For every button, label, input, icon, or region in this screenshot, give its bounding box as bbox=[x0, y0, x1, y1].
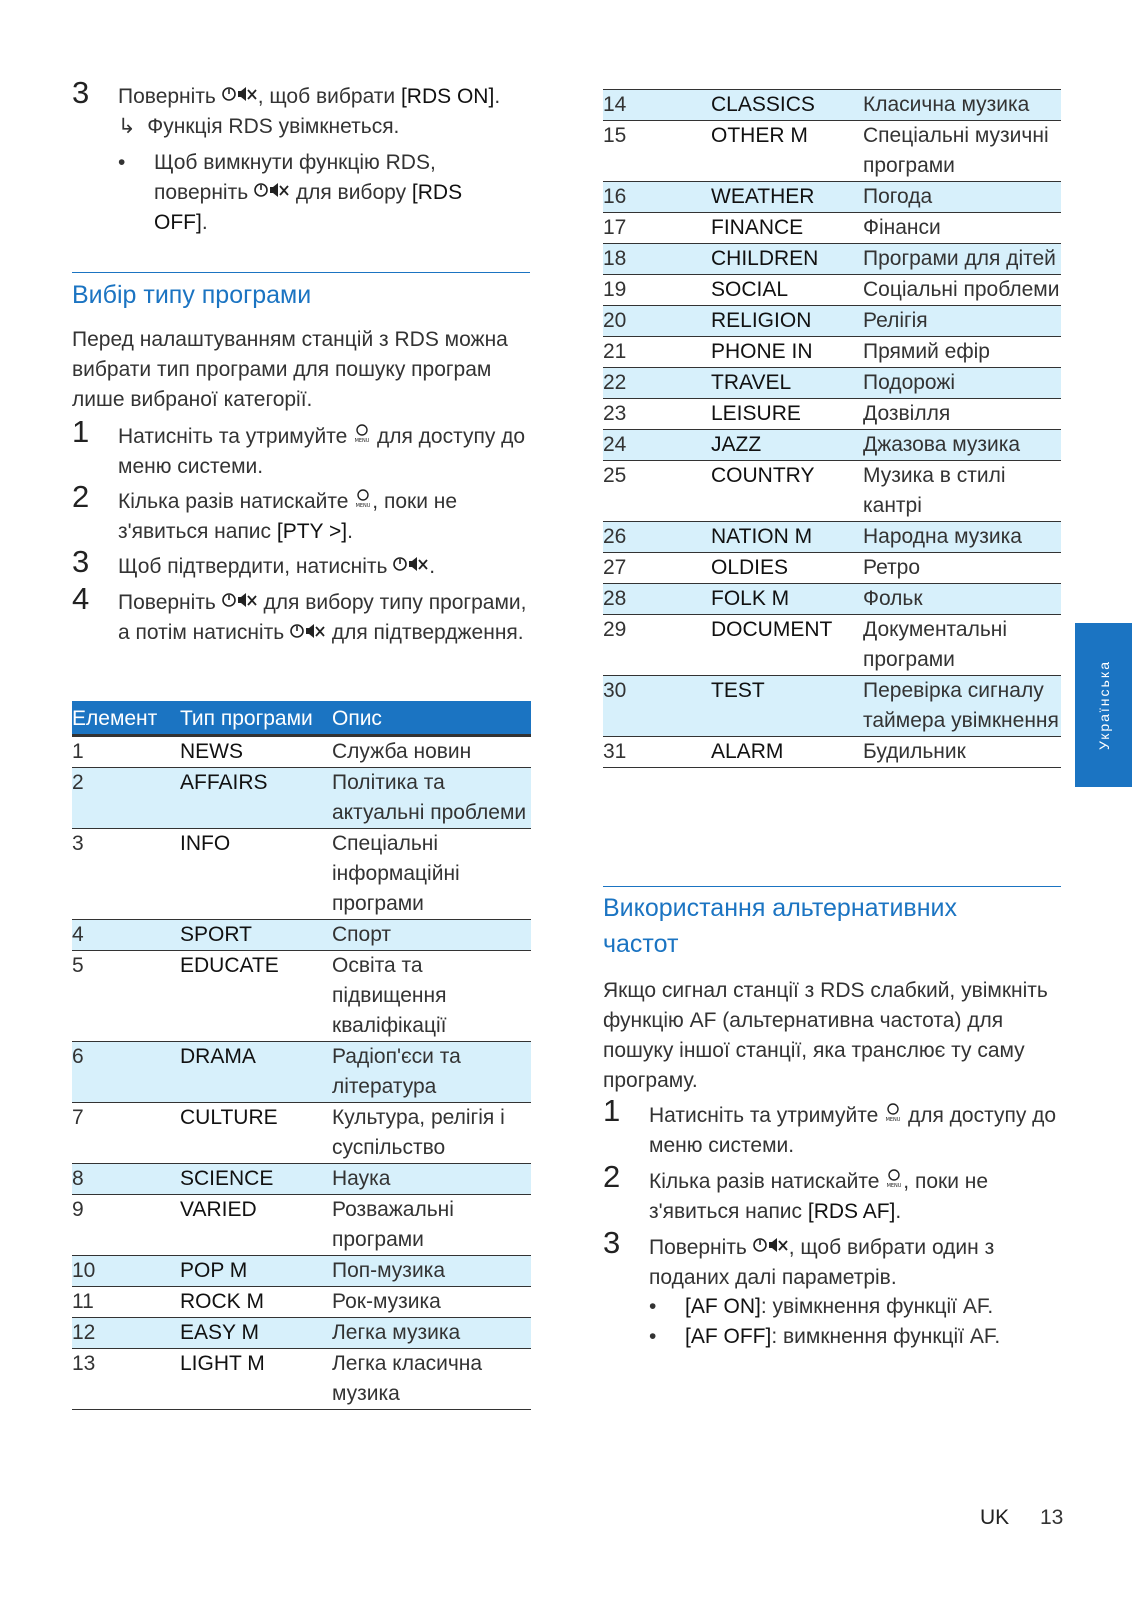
step-text: Натисніть та утримуйте MENU для доступу до меню системи. bbox=[118, 422, 528, 482]
row-description: Освіта та підвищення кваліфікації bbox=[332, 951, 531, 1042]
table-row bbox=[72, 1103, 531, 1164]
row-description: Музика в стилі кантрі bbox=[863, 461, 1061, 522]
row-code: SCIENCE bbox=[180, 1164, 332, 1195]
row-number: 3 bbox=[72, 829, 180, 920]
row-code: DOCUMENT bbox=[711, 615, 863, 676]
row-description: Спеціальні інформаційні програми bbox=[332, 829, 531, 920]
row-number: 28 bbox=[603, 584, 711, 615]
menu-button-icon bbox=[885, 1167, 903, 1197]
table-row bbox=[72, 829, 531, 920]
dial-mute-icon bbox=[254, 178, 290, 208]
table-row bbox=[603, 368, 1061, 399]
row-code: INFO bbox=[180, 829, 332, 920]
table-row bbox=[72, 1164, 531, 1195]
dial-mute-icon bbox=[393, 552, 429, 582]
row-number: 4 bbox=[72, 920, 180, 951]
step-text: Кілька разів натискайте MENU , поки не з'явиться напис [PTY >]. bbox=[118, 487, 528, 547]
row-code: EASY M bbox=[180, 1318, 332, 1349]
table-row bbox=[72, 951, 531, 1042]
row-number: 6 bbox=[72, 1042, 180, 1103]
step-number: 3 bbox=[72, 544, 90, 579]
row-code: CLASSICS bbox=[711, 90, 863, 121]
row-number: 18 bbox=[603, 244, 711, 275]
table-row bbox=[603, 182, 1061, 213]
table-row bbox=[603, 461, 1061, 522]
table-row bbox=[603, 121, 1061, 182]
row-code: ROCK M bbox=[180, 1287, 332, 1318]
row-description: Дозвілля bbox=[863, 399, 1061, 430]
row-code: RELIGION bbox=[711, 306, 863, 337]
row-description: Наука bbox=[332, 1164, 531, 1195]
row-number: 9 bbox=[72, 1195, 180, 1256]
table-row bbox=[603, 737, 1061, 768]
row-number: 5 bbox=[72, 951, 180, 1042]
option-item: • [AF ON]: увімкнення функції AF. bbox=[649, 1295, 994, 1318]
row-number: 15 bbox=[603, 121, 711, 182]
header-type: Тип програми bbox=[180, 703, 332, 736]
row-number: 11 bbox=[72, 1287, 180, 1318]
table-row bbox=[603, 275, 1061, 306]
row-number: 26 bbox=[603, 522, 711, 553]
row-description: Прямий ефір bbox=[863, 337, 1061, 368]
row-number: 2 bbox=[72, 768, 180, 829]
row-number: 25 bbox=[603, 461, 711, 522]
step-number: 3 bbox=[72, 75, 90, 110]
row-number: 13 bbox=[72, 1349, 180, 1410]
intro-text: Якщо сигнал станції з RDS слабкий, увімкніть функцію AF (альтернативна частота) для пошуку іншої станції, яка транслює ту саму програму. bbox=[603, 979, 1048, 1092]
table-row bbox=[72, 1318, 531, 1349]
row-description: Джазова музика bbox=[863, 430, 1061, 461]
row-description: Спеціальні музичні програми bbox=[863, 121, 1061, 182]
row-description: Народна музика bbox=[863, 522, 1061, 553]
row-code: JAZZ bbox=[711, 430, 863, 461]
row-number: 19 bbox=[603, 275, 711, 306]
row-number: 17 bbox=[603, 213, 711, 244]
row-code: WEATHER bbox=[711, 182, 863, 213]
row-description: Соціальні проблеми bbox=[863, 275, 1061, 306]
row-code: TEST bbox=[711, 676, 863, 737]
table-row bbox=[72, 1195, 531, 1256]
row-code: CHILDREN bbox=[711, 244, 863, 275]
row-description: Погода bbox=[863, 182, 1061, 213]
dial-mute-icon bbox=[222, 82, 258, 112]
row-description: Культура, релігія і суспільство bbox=[332, 1103, 531, 1164]
svg-text:MENU: MENU bbox=[885, 1117, 901, 1123]
table-row bbox=[72, 1287, 531, 1318]
table-row bbox=[603, 244, 1061, 275]
menu-button-icon bbox=[353, 422, 371, 452]
step-text: Поверніть для вибору типу програми, а потім натисніть для підтвердження. bbox=[118, 588, 528, 649]
row-code: PHONE IN bbox=[711, 337, 863, 368]
table-row bbox=[72, 768, 531, 829]
row-code: AFFAIRS bbox=[180, 768, 332, 829]
step-text: Поверніть , щоб вибрати один з поданих далі параметрів. bbox=[649, 1233, 1059, 1293]
table-row bbox=[72, 920, 531, 951]
row-code: SOCIAL bbox=[711, 275, 863, 306]
section-rule bbox=[603, 886, 1061, 887]
svg-text:MENU: MENU bbox=[355, 503, 371, 509]
table-row bbox=[603, 676, 1061, 737]
svg-text:MENU: MENU bbox=[886, 1183, 902, 1189]
row-code: LEISURE bbox=[711, 399, 863, 430]
row-number: 21 bbox=[603, 337, 711, 368]
row-number: 16 bbox=[603, 182, 711, 213]
table-row bbox=[72, 1349, 531, 1410]
row-description: Фольк bbox=[863, 584, 1061, 615]
row-number: 20 bbox=[603, 306, 711, 337]
row-description: Поп-музика bbox=[332, 1256, 531, 1287]
row-number: 12 bbox=[72, 1318, 180, 1349]
pty-table-right bbox=[603, 89, 1061, 768]
section-title: Використання альтернативних частот bbox=[603, 894, 957, 958]
row-code: VARIED bbox=[180, 1195, 332, 1256]
svg-text:MENU: MENU bbox=[354, 438, 370, 444]
row-code: DRAMA bbox=[180, 1042, 332, 1103]
row-code: OLDIES bbox=[711, 553, 863, 584]
row-number: 23 bbox=[603, 399, 711, 430]
row-description: Ретро bbox=[863, 553, 1061, 584]
intro-text: Перед налаштуванням станцій з RDS можна вибрати тип програми для пошуку програм лише вибраної категорії. bbox=[72, 328, 508, 411]
row-code: NATION M bbox=[711, 522, 863, 553]
row-code: FINANCE bbox=[711, 213, 863, 244]
option-item: • [AF OFF]: вимкнення функції AF. bbox=[649, 1325, 1001, 1348]
table-row bbox=[603, 430, 1061, 461]
table-row bbox=[603, 584, 1061, 615]
table-row bbox=[603, 337, 1061, 368]
header-element: Елемент bbox=[72, 703, 180, 736]
menu-button-icon bbox=[354, 487, 372, 517]
step-text: Натисніть та утримуйте MENU для доступу до меню системи. bbox=[649, 1101, 1059, 1161]
row-number: 31 bbox=[603, 737, 711, 768]
row-description: Радіоп'єси та література bbox=[332, 1042, 531, 1103]
row-code: LIGHT M bbox=[180, 1349, 332, 1410]
row-code: FOLK M bbox=[711, 584, 863, 615]
step-text: Кілька разів натискайте MENU , поки не з'явиться напис [RDS AF]. bbox=[649, 1167, 1059, 1227]
table-row bbox=[72, 736, 531, 768]
section-rule bbox=[72, 272, 530, 273]
row-description: Програми для дітей bbox=[863, 244, 1061, 275]
row-number: 30 bbox=[603, 676, 711, 737]
table-row bbox=[603, 213, 1061, 244]
step-text: Щоб підтвердити, натисніть . bbox=[118, 552, 528, 582]
row-number: 1 bbox=[72, 736, 180, 768]
row-description: Фінанси bbox=[863, 213, 1061, 244]
table-row bbox=[603, 90, 1061, 121]
table-row bbox=[603, 615, 1061, 676]
row-code: NEWS bbox=[180, 736, 332, 768]
row-code: ALARM bbox=[711, 737, 863, 768]
section-title: Вибір типу програми bbox=[72, 281, 312, 309]
row-number: 24 bbox=[603, 430, 711, 461]
table-row bbox=[603, 553, 1061, 584]
row-number: 7 bbox=[72, 1103, 180, 1164]
row-number: 29 bbox=[603, 615, 711, 676]
row-code: COUNTRY bbox=[711, 461, 863, 522]
step-text: Поверніть , щоб вибрати [RDS ON]. bbox=[118, 82, 528, 112]
row-description: Спорт bbox=[332, 920, 531, 951]
row-description: Документальні програми bbox=[863, 615, 1061, 676]
step-number: 1 bbox=[603, 1093, 621, 1128]
row-description: Рок-музика bbox=[332, 1287, 531, 1318]
arrow-result-icon: ↳ bbox=[118, 115, 136, 138]
page-number: 13 bbox=[1040, 1506, 1064, 1529]
row-code: POP M bbox=[180, 1256, 332, 1287]
row-description: Подорожі bbox=[863, 368, 1061, 399]
table-row bbox=[603, 306, 1061, 337]
step-result: ↳ Функція RDS увімкнеться. bbox=[118, 115, 400, 138]
row-number: 14 bbox=[603, 90, 711, 121]
row-code: SPORT bbox=[180, 920, 332, 951]
row-description: Розважальні програми bbox=[332, 1195, 531, 1256]
bullet-note: • Щоб вимкнути функцію RDS, поверніть для вибору [RDS OFF]. bbox=[118, 151, 463, 235]
row-code: TRAVEL bbox=[711, 368, 863, 399]
language-side-tab: Українська bbox=[1075, 623, 1132, 787]
step-number: 3 bbox=[603, 1225, 621, 1260]
row-description: Легка музика bbox=[332, 1318, 531, 1349]
step-number: 2 bbox=[72, 479, 90, 514]
row-description: Служба новин bbox=[332, 736, 531, 768]
row-description: Класична музика bbox=[863, 90, 1061, 121]
step-number: 1 bbox=[72, 414, 90, 449]
row-description: Релігія bbox=[863, 306, 1061, 337]
row-number: 10 bbox=[72, 1256, 180, 1287]
table-row bbox=[603, 399, 1061, 430]
table-row bbox=[72, 1256, 531, 1287]
dial-mute-icon bbox=[290, 619, 326, 649]
pty-table-left bbox=[72, 701, 531, 1410]
row-description: Легка класична музика bbox=[332, 1349, 531, 1410]
row-number: 27 bbox=[603, 553, 711, 584]
row-description: Політика та актуальні проблеми bbox=[332, 768, 531, 829]
table-header bbox=[72, 703, 531, 736]
row-code: OTHER M bbox=[711, 121, 863, 182]
row-description: Будильник bbox=[863, 737, 1061, 768]
row-code: CULTURE bbox=[180, 1103, 332, 1164]
row-number: 22 bbox=[603, 368, 711, 399]
step-number: 2 bbox=[603, 1159, 621, 1194]
table-row bbox=[603, 522, 1061, 553]
step-number: 4 bbox=[72, 581, 90, 616]
dial-mute-icon bbox=[753, 1233, 789, 1263]
row-code: EDUCATE bbox=[180, 951, 332, 1042]
table-row bbox=[72, 1042, 531, 1103]
row-description: Перевірка сигналу таймера увімкнення bbox=[863, 676, 1061, 737]
footer-language: UK bbox=[980, 1506, 1010, 1529]
header-description: Опис bbox=[332, 703, 531, 736]
row-number: 8 bbox=[72, 1164, 180, 1195]
menu-button-icon bbox=[884, 1101, 902, 1131]
dial-mute-icon bbox=[222, 588, 258, 618]
